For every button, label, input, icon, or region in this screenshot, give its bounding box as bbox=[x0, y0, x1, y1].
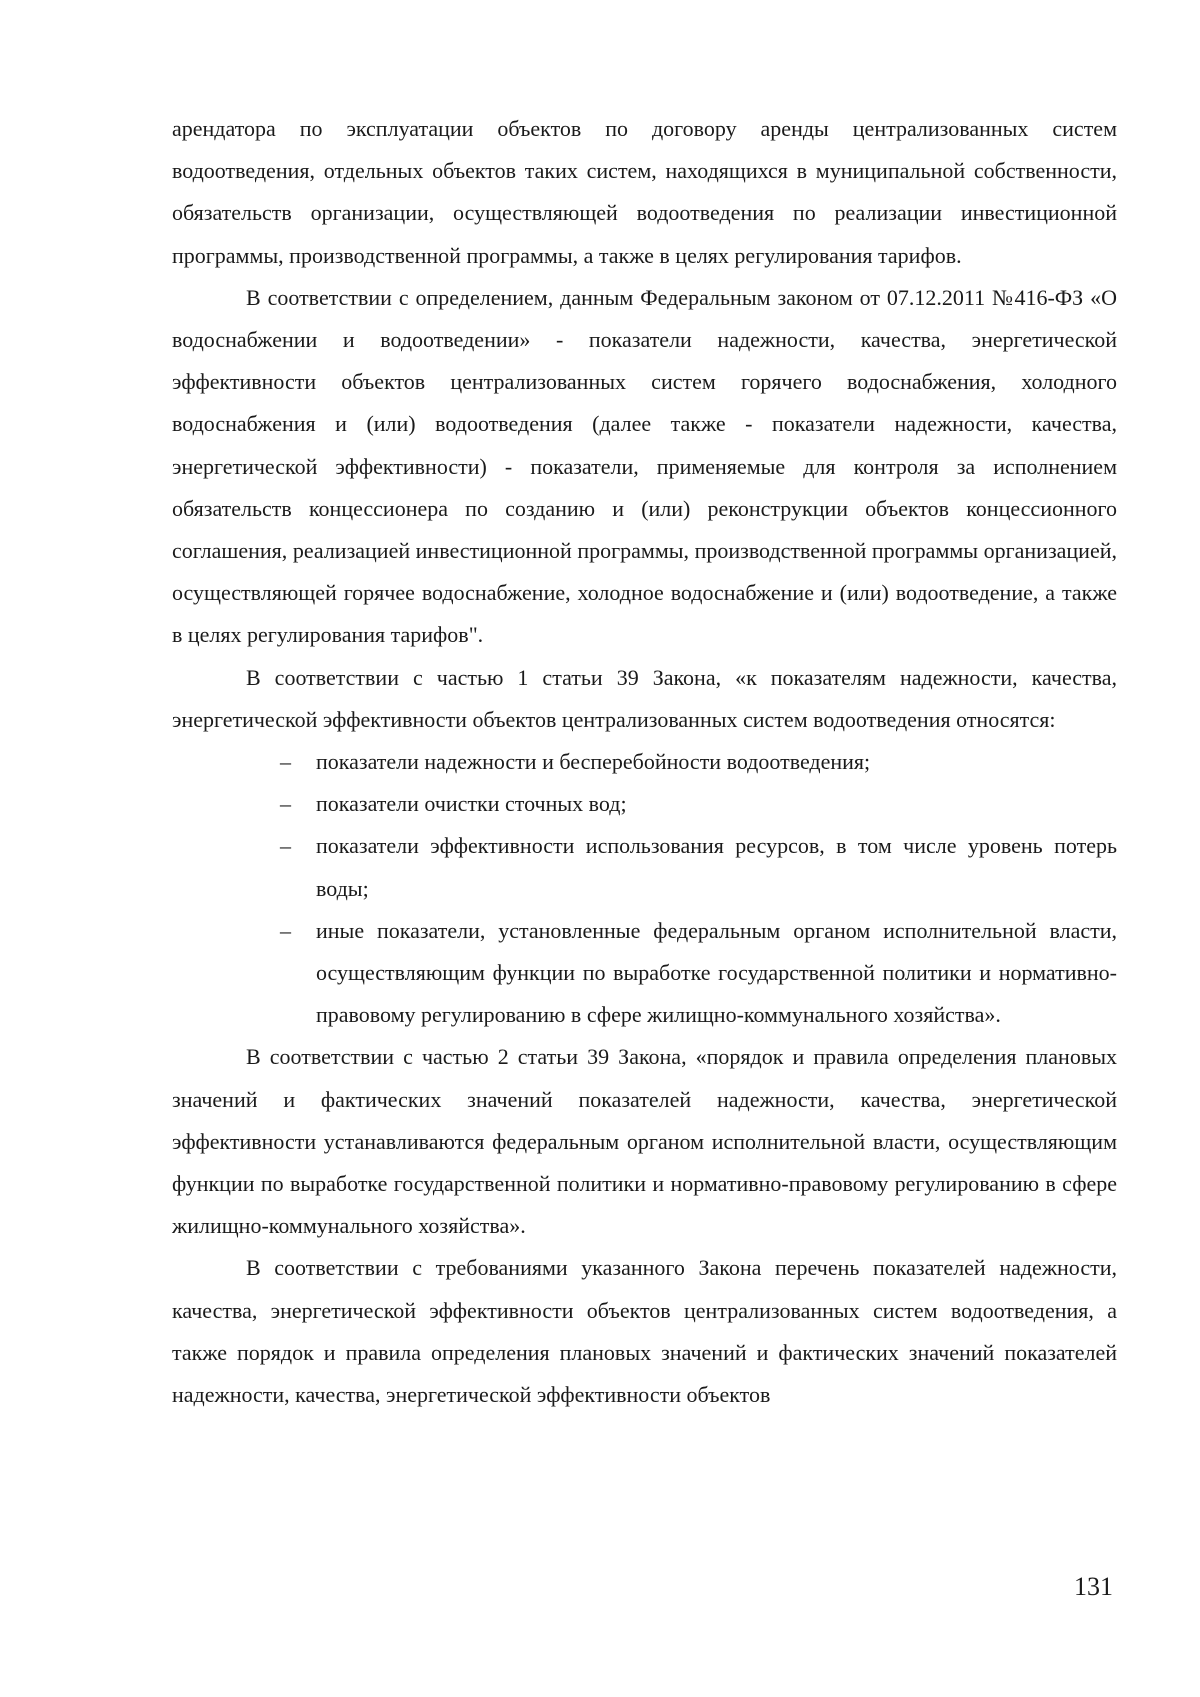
list-item bbox=[172, 741, 1117, 783]
document-body bbox=[172, 108, 1117, 1416]
list-marker: – bbox=[280, 749, 291, 775]
list-item bbox=[172, 825, 1117, 909]
paragraph-article-39-part-2: В соответствии с частью 2 статьи 39 Закона, «порядок и правила определения плановых значений и фактических значений показателей надежности, качества, энергетической эффективности устанавливаются федеральным органом исполнительной власти, осуществляющим функции по выработке государственной политики и нормативно-правовому регулированию в сфере жилищно-коммунального хозяйства». bbox=[172, 1044, 1117, 1239]
page-number: 131 bbox=[1074, 1572, 1113, 1601]
paragraph-requirements: В соответствии с требованиями указанного Закона перечень показателей надежности, качества, энергетической эффективности объектов централизованных систем водоотведения, а также порядок и правила определения плановых значений и фактических значений показателей надежности, качества, энергетической эффективности объектов bbox=[172, 1255, 1117, 1408]
list-item bbox=[172, 910, 1117, 1037]
list-item-text: показатели эффективности использования ресурсов, в том числе уровень потерь воды; bbox=[316, 833, 1117, 901]
list-marker: – bbox=[280, 833, 291, 859]
indicators-list bbox=[172, 741, 1117, 1036]
paragraph-continuation: арендатора по эксплуатации объектов по договору аренды централизованных систем водоотведения, отдельных объектов таких систем, находящихся в муниципальной собственности, обязательств организации, осуществляющей водоотведения по реализации инвестиционной программы, производственной программы, а также в целях регулирования тарифов. bbox=[172, 116, 1117, 268]
list-marker: – bbox=[280, 791, 291, 817]
list-item-text: иные показатели, установленные федеральным органом исполнительной власти, осуществляющим функции по выработке государственной политики и нормативно-правовому регулированию в сфере жилищно-коммунального хозяйства». bbox=[316, 917, 1117, 1028]
list-item-text: показатели очистки сточных вод; bbox=[316, 791, 627, 817]
list-item-text: показатели надежности и бесперебойности водоотведения; bbox=[316, 749, 871, 775]
paragraph-definition: В соответствии с определением, данным Федеральным законом от 07.12.2011 №416-ФЗ «О водоснабжении и водоотведении» - показатели надежности, качества, энергетической эффективности объектов централизованных систем горячего водоснабжения, холодного водоснабжения и (или) водоотведения (далее также - показатели надежности, качества, энергетической эффективности) - показатели, применяемые для контроля за исполнением обязательств концессионера по созданию и (или) реконструкции объектов концессионного соглашения, реализацией инвестиционной программы, производственной программы организацией, осуществляющей горячее водоснабжение, холодное водоснабжение и (или) водоотведение, а также в целях регулирования тарифов". bbox=[172, 284, 1117, 648]
list-item bbox=[172, 783, 1117, 825]
list-marker: – bbox=[280, 917, 291, 943]
paragraph-article-39-part-1: В соответствии с частью 1 статьи 39 Закона, «к показателям надежности, качества, энергетической эффективности объектов централизованных систем водоотведения относятся: bbox=[172, 664, 1117, 732]
